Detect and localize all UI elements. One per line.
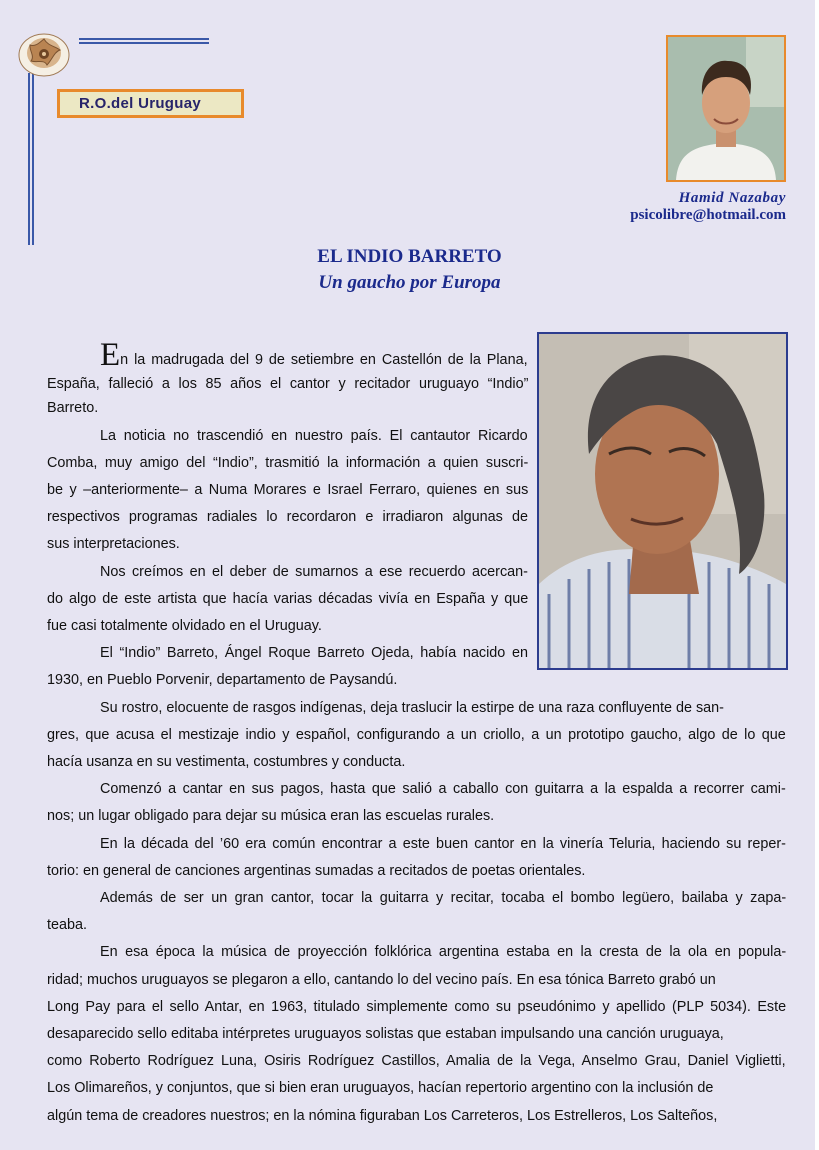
article-line-10: do algo de este artista que hacía varias décadas vivía en España y que: [47, 591, 529, 607]
article-line-14: Su rostro, elocuente de rasgos indígenas, deja traslucir la estirpe de una raza confluyente de san-: [100, 700, 724, 716]
country-label: R.O.del Uruguay: [57, 89, 244, 118]
page-edge: [815, 0, 819, 1150]
article-line-16: hacía usanza en su vestimenta, costumbres y conducta.: [47, 754, 406, 770]
article-line-3: Barreto.: [47, 400, 99, 416]
article-line-25: Long Pay para el sello Antar, en 1963, titulado simplemente como su pseudónimo y apellido (PLP 5034). Este: [47, 999, 787, 1015]
article-line-27: como Roberto Rodríguez Luna, Osiris Rodríguez Castillos, Amalia de la Vega, Anselmo Grau, Daniel Viglietti,: [47, 1053, 786, 1069]
horizontal-rule-top: [79, 38, 209, 40]
article-line-18: nos; un lugar obligado para dejar su música eran las escuelas rurales.: [47, 808, 495, 824]
article-line-11: fue casi totalmente olvidado en el Uruguay.: [47, 618, 322, 634]
article-line-28: Los Olimareños, y conjuntos, que si bien eran uruguayos, hacían repertorio argentino con la inclusión de: [47, 1080, 714, 1096]
author-name: Hamid Nazabay: [678, 190, 786, 206]
indio-barreto-photo: [537, 332, 788, 670]
article-line-26: desaparecido sello editaba intérpretes uruguayos solistas que estaban impulsando una canción uruguaya,: [47, 1026, 724, 1042]
article-line-7: respectivos programas radiales lo recordaron e irradiaron algunas de: [47, 509, 528, 525]
article-line-13: 1930, en Pueblo Porvenir, departamento de Paysandú.: [47, 672, 398, 688]
article-line-15: gres, que acusa el mestizaje indio y español, configurando a un criollo, a un prototipo gaucho, algo de lo que: [47, 727, 786, 743]
vertical-rule-inner: [32, 73, 34, 245]
article-line-21: Además de ser un gran cantor, tocar la guitarra y recitar, tocaba el bombo legüero, bailaba y zapa-: [100, 890, 787, 906]
article-line-20: torio: en general de canciones argentinas sumadas a recitados de poetas orientales.: [47, 863, 586, 879]
author-email: psicolibre@hotmail.com: [630, 207, 786, 223]
article-line-19: En la década del ’60 era común encontrar a este buen cantor en la vinería Teluria, haciendo su reper-: [100, 836, 786, 852]
indio-barreto-portrait-image: [539, 334, 786, 668]
article-line-9: Nos creímos en el deber de sumarnos a ese recuerdo acercan-: [100, 564, 528, 580]
article-line-23: En esa época la música de proyección folklórica argentina estaba en la cresta de la ola en popula-: [100, 944, 787, 960]
article-line-24: ridad; muchos uruguayos se plegaron a ello, cantando lo del vecino país. En esa tónica Barreto grabó un: [47, 972, 716, 988]
article-line-29: algún tema de creadores nuestros; en la nómina figuraban Los Carreteros, Los Estrelleros, Los Salteños,: [47, 1108, 718, 1124]
author-portrait-image: [668, 37, 784, 180]
article-line-17: Comenzó a cantar en sus pagos, hasta que salió a caballo con guitarra a la espalda a recorrer cami-: [100, 781, 786, 797]
horizontal-rule-bottom: [79, 42, 209, 44]
article-line-12: El “Indio” Barreto, Ángel Roque Barreto Ojeda, había nacido en: [100, 645, 528, 661]
article-line-6: be y –anteriormente– a Numa Morares e Israel Ferraro, quienes en sus: [47, 482, 529, 498]
article-line-1: En la madrugada del 9 de setiembre en Castellón de la Plana,: [100, 337, 528, 373]
article-line-2: España, falleció a los 85 años el cantor y recitador uruguayo “Indio”: [47, 376, 529, 392]
article-subtitle: Un gaucho por Europa: [318, 272, 501, 293]
article-title: EL INDIO BARRETO: [317, 246, 502, 267]
article-line-8: sus interpretaciones.: [47, 536, 180, 552]
author-photo: [666, 35, 786, 182]
flower-emblem-icon: [17, 30, 71, 78]
article-line-5: Comba, muy amigo del “Indio”, trasmitió la información a quien suscri-: [47, 455, 529, 471]
article-line-4: La noticia no trascendió en nuestro país. El cantautor Ricardo: [100, 428, 528, 444]
drop-cap: E: [100, 337, 121, 373]
vertical-rule-outer: [28, 73, 30, 245]
article-line-22: teaba.: [47, 917, 88, 933]
